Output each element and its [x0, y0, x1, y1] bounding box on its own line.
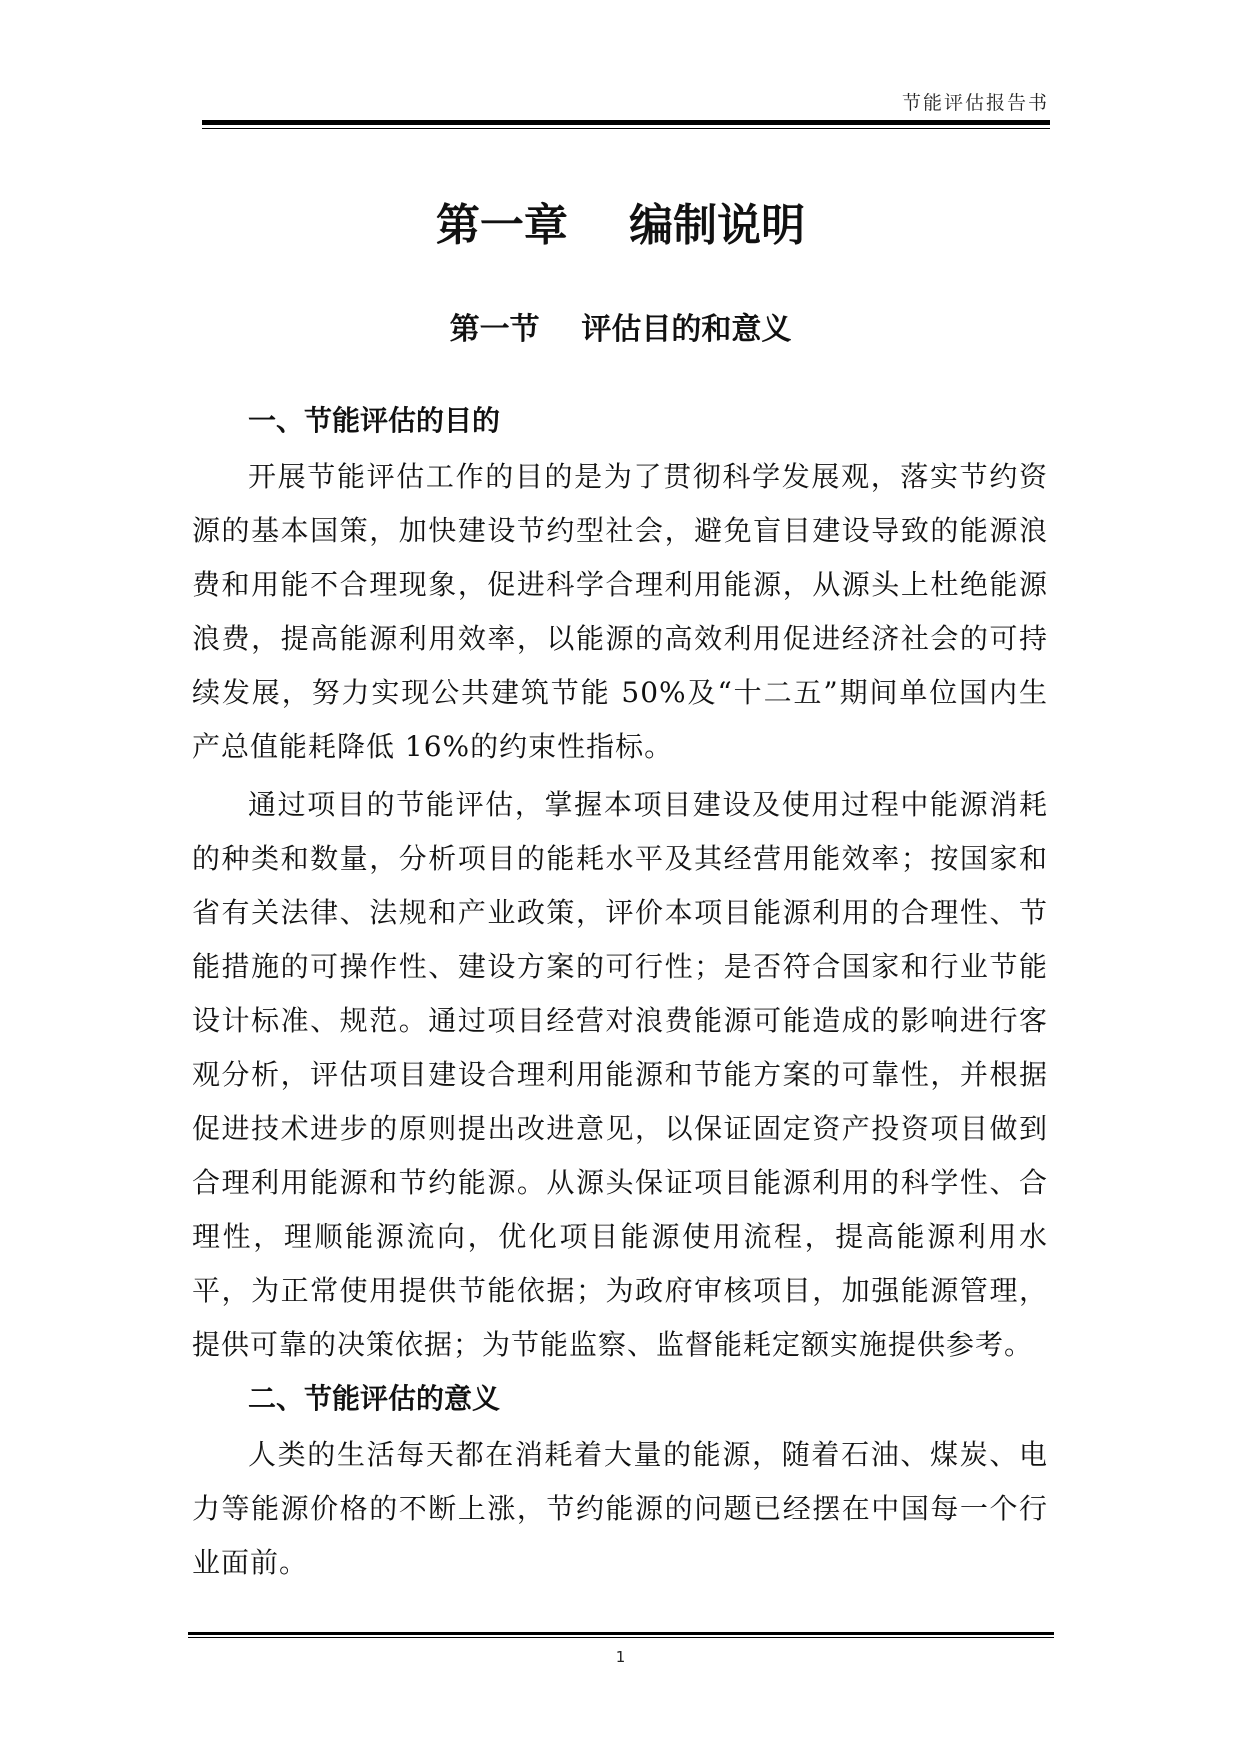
- paragraph-purpose-1: 开展节能评估工作的目的是为了贯彻科学发展观，落实节约资源的基本国策，加快建设节约型社会，避免盲目建设导致的能源浪费和用能不合理现象，促进科学合理利用能源，从源头上杜绝能源浪费，提高能源利用效率，以能源的高效利用促进经济社会的可持续发展，努力实现公共建筑节能 50%及“十二五”期间单位国内生产总值能耗降低 16%的约束性指标。: [192, 460, 1048, 763]
- page-number: 1: [615, 1648, 626, 1666]
- paragraph-significance-1: 人类的生活每天都在消耗着大量的能源，随着石油、煤炭、电力等能源价格的不断上涨，节约能源的问题已经摆在中国每一个行业面前。: [192, 1438, 1048, 1579]
- subsection-heading-purpose: 一、节能评估的目的: [248, 404, 501, 437]
- footer-rule-thin: [188, 1637, 1054, 1638]
- header-rule: [202, 120, 1050, 125]
- paragraph-purpose-2: 通过项目的节能评估，掌握本项目建设及使用过程中能源消耗的种类和数量，分析项目的能耗水平及其经营用能效率；按国家和省有关法律、法规和产业政策，评价本项目能源利用的合理性、节能措施的可操作性、建设方案的可行性；是否符合国家和行业节能设计标准、规范。通过项目经营对浪费能源可能造成的影响进行客观分析，评估项目建设合理利用能源和节能方案的可靠性，并根据促进技术进步的原则提出改进意见，以保证固定资产投资项目做到合理利用能源和节约能源。从源头保证项目能源利用的科学性、合理性，理顺能源流向，优化项目能源使用流程，提高能源利用水平，为正常使用提供节能依据；为政府审核项目，加强能源管理，提供可靠的决策依据；为节能监察、监督能耗定额实施提供参考。: [192, 788, 1048, 1361]
- subsection-heading-significance: 二、节能评估的意义: [248, 1382, 501, 1415]
- section-title: 第一节 评估目的和意义: [449, 312, 792, 347]
- running-header: 节能评估报告书: [901, 92, 1049, 114]
- chapter-title: 第一章 编制说明: [435, 200, 806, 251]
- header-rule-thin: [202, 128, 1050, 129]
- footer-rule: [188, 1632, 1054, 1635]
- document-body: [192, 398, 1048, 1594]
